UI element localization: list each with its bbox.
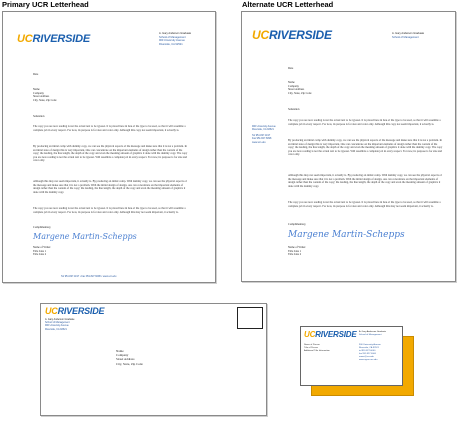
primary-date: Date <box>33 73 39 76</box>
alternate-salutation: Salutation <box>288 108 300 111</box>
alternate-paragraph-2: By producing an initial comp with dummy copy, we can see the physical aspects of the message and make sure that it is not a problem. In an initial state of design this is very important. One can concentrate on the important elements of design rather than the content of the copy; the leading, the line length, the depth of the copy and even the meaning amount of graphics it done with the dummy copy. The copy you are now reading is not the actual text to be typeset. Will resemble a complete job in every respect. For now, its purpose is for size and color only. <box>288 139 443 157</box>
alternate-closing: Complimentary, <box>288 223 307 226</box>
primary-paragraph-2: By producing an initial comp with dummy copy, we can see the physical aspects of the message and make sure that it is not a problem. In an initial state of design this is very important. One can concentrate on the important elements of design rather than the content of the copy; the leading, the line length, the depth of the copy and even the meaning amount of graphics it done with the dummy copy. The copy you are now reading is not the actual text to be typeset. Will resemble a complete job in every respect. For now, its purpose is for size and color only. <box>33 145 188 163</box>
primary-signer: Name of Writer Title Line 1 Title Line 2 <box>33 246 51 257</box>
primary-address-block: A. Gary Anderson Graduate School of Management 900 University Avenue Riverside, CA 92521 <box>159 32 192 46</box>
alternate-paragraph-3: Although this may not seem important, it actually is. By producing an initial comp. With dummy copy, we can see the physical aspects of the message and make sure that it is not a problem. With the initial design of design, one can concentrate on the important elements of design rather than the content of the copy; the leading, the line length, the depth of the copy and even the meaning amount of graphics it done with the dummy copy. <box>288 174 442 188</box>
card-person-info: Name of Person Title of Person Additional Title Information <box>304 344 330 352</box>
primary-signature: Margene Martin-Schepps <box>33 232 137 241</box>
alternate-paragraph-4: The copy you are now reading is not the actual text to be typeset. It is placed here in lieu of the type to be used, so that it will resemble a complete job in every respect. For now, its purpose is for size and color only. Although this may not seem important, it actually is. <box>288 201 441 208</box>
postage-stamp-box <box>237 307 263 329</box>
primary-paragraph-4: The copy you are now reading is not the actual text to be typeset. It is placed here in lieu of the type to be used, so that it will resemble a complete job in every respect. For now, its purpose is for size and color only. Although this may not seem important, it actually is. <box>33 207 186 214</box>
alternate-signature: Margene Martin-Schepps <box>288 230 405 240</box>
envelope-recipient: Name Company Street Address City, State, Zip Code <box>116 349 143 366</box>
alternate-letter-sheet <box>241 11 456 282</box>
alternate-recipient: Name Company Street Address City, State, Zip Code <box>288 81 312 96</box>
primary-salutation: Salutation <box>33 115 45 118</box>
alternate-date: Date <box>288 67 294 70</box>
ucr-logo: UCRIVERSIDE <box>304 330 357 339</box>
card-contact-info: 900 University Avenue Riverside, CA 92521 tel 951.827.0000 fax 951.827.0000 name@ucr.edu www.agsm.ucr.edu <box>359 344 381 361</box>
primary-paragraph-1: The copy you are now reading is not the actual text to be typeset. It is placed here in lieu of the type to be used, so that it will resemble a complete job in every respect. For now, its purpose is for size and color only. Although this copy not seem important, it actually is. <box>33 125 186 132</box>
alternate-paragraph-1: The copy you are now reading is not the actual text to be typeset. It is placed here in lieu of the type to be used, so that it will resemble a complete job in every respect. For now, its purpose is for size and color only. Although this copy not seem important, it actually is. <box>288 119 441 126</box>
envelope <box>40 303 267 416</box>
primary-closing: Complimentary, <box>33 226 52 229</box>
ucr-logo: UCRIVERSIDE <box>45 306 105 316</box>
alternate-address-block: A. Gary Anderson Graduate School of Management <box>392 32 425 39</box>
envelope-return-address: A. Gary Anderson Graduate School of Management 900 University Avenue Riverside, CA 92521 <box>45 318 75 331</box>
primary-recipient: Name Company Street Address City, State, Zip Code <box>33 88 57 103</box>
primary-letterhead-heading: Primary UCR Letterhead <box>2 0 89 9</box>
primary-footer: Tel 951.827.1197 • Fax 951.827.6098 • www.ucr.edu <box>61 275 117 278</box>
ucr-logo: UCRIVERSIDE <box>17 33 90 45</box>
alternate-signer: Name of Writer Title Line 1 Title Line 2 <box>288 246 306 257</box>
ucr-logo: UCRIVERSIDE <box>252 28 332 42</box>
card-address-block: A. Gary Anderson Graduate School of Management <box>359 331 386 336</box>
business-card-front <box>300 326 403 386</box>
primary-letter-sheet <box>2 11 216 283</box>
alternate-side-info: 900 University Avenue Riverside, CA 92521 Tel 951.827.1197 Fax 951.827.6098 www.ucr.edu <box>252 125 276 144</box>
alternate-letterhead-heading: Alternate UCR Letterhead <box>242 0 334 9</box>
primary-paragraph-3: Although this may not seem important, it actually is. By producing an initial comp. With dummy copy, we can see the physical aspects of the message and make sure that it is not a problem. With the initial design of design, one can concentrate on the important elements of design rather than the content of the copy; the leading, the line length, the depth of the copy and even the meaning amount of graphics it done with the dummy copy. <box>33 180 187 194</box>
